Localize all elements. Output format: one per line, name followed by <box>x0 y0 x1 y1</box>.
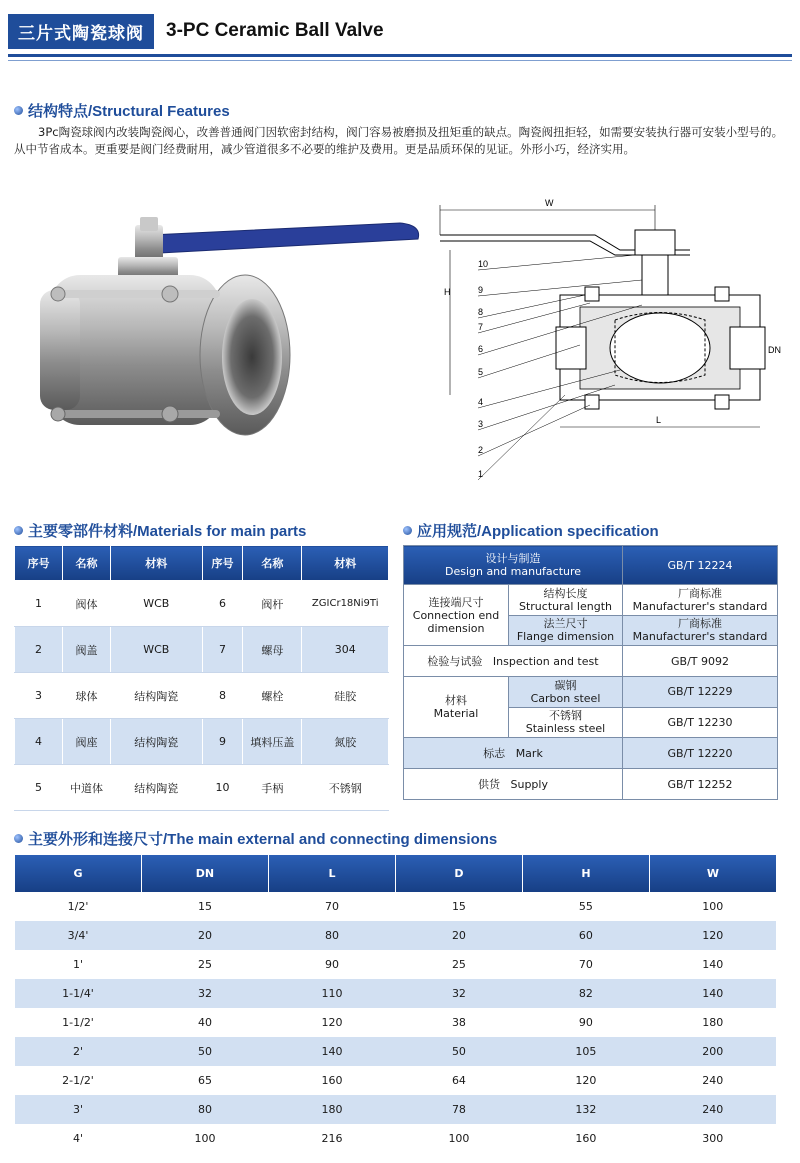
app-mark-std: GB/T 12220 <box>623 738 778 769</box>
mat-col-material: 材料 <box>111 546 203 581</box>
app-stainless-en: Stainless steel <box>525 722 606 736</box>
mat-col-name: 名称 <box>63 546 111 581</box>
cell: 4 <box>15 719 63 765</box>
table-row <box>15 1008 777 1037</box>
dimensions-table <box>14 855 776 1153</box>
cell: 32 <box>395 979 522 1008</box>
app-mark-cn: 标志 <box>483 746 506 760</box>
callout-6: 6 <box>478 344 484 354</box>
cell: 140 <box>649 979 776 1008</box>
cell: 132 <box>522 1095 649 1124</box>
callout-4: 4 <box>478 397 484 407</box>
dimensions-heading-text: 主要外形和连接尺寸/The main external and connecting dimensions <box>28 831 498 848</box>
mat-col-material2: 材料 <box>302 546 389 581</box>
bullet-icon <box>14 834 23 843</box>
app-conn-cell <box>404 585 509 646</box>
app-inspect-en: Inspection and test <box>492 654 599 668</box>
callout-7: 7 <box>478 322 484 332</box>
cell: 64 <box>395 1066 522 1095</box>
app-struct-en: Structural length <box>518 599 612 613</box>
app-design-cell <box>404 546 623 585</box>
table-row <box>15 1095 777 1124</box>
valve-drawing <box>430 195 790 485</box>
application-table <box>403 545 778 800</box>
app-header-row <box>404 546 778 585</box>
cell: 1' <box>15 950 142 979</box>
app-stainless-cn: 不锈钢 <box>549 709 582 723</box>
cell: 结构陶瓷 <box>111 719 203 765</box>
cell: 9 <box>202 719 243 765</box>
cell: 300 <box>649 1124 776 1153</box>
cell: 100 <box>649 892 776 921</box>
app-inspect-cn: 检验与试验 <box>427 654 483 668</box>
cell: 78 <box>395 1095 522 1124</box>
cell: 240 <box>649 1066 776 1095</box>
table-row <box>404 769 778 800</box>
cell: 4' <box>15 1124 142 1153</box>
dim-col-dn: DN <box>141 855 268 892</box>
cell: WCB <box>111 627 203 673</box>
table-row <box>15 1066 777 1095</box>
app-stainless-std: GB/T 12230 <box>623 707 778 738</box>
app-stainless-cell <box>509 707 623 738</box>
callout-8: 8 <box>478 307 484 317</box>
cell: 120 <box>522 1066 649 1095</box>
app-material-cell <box>404 677 509 738</box>
valve-photo <box>30 195 430 480</box>
callout-2: 2 <box>478 445 484 455</box>
cell: 20 <box>395 921 522 950</box>
dim-col-l: L <box>268 855 395 892</box>
cell: 15 <box>141 892 268 921</box>
cell: 90 <box>522 1008 649 1037</box>
title-cn-badge: 三片式陶瓷球阀 <box>8 14 154 49</box>
table-row <box>15 921 777 950</box>
cell: 阀体 <box>63 581 111 627</box>
callout-9: 9 <box>478 285 484 295</box>
cell: 25 <box>141 950 268 979</box>
dim-col-d: D <box>395 855 522 892</box>
app-supply-cell <box>404 769 623 800</box>
table-row <box>15 673 389 719</box>
cell: 3 <box>15 673 63 719</box>
app-carbon-cell <box>509 677 623 708</box>
section-drawing-icon <box>430 195 790 485</box>
header-rule-thin <box>8 60 792 61</box>
cell: 200 <box>649 1037 776 1066</box>
header-rule <box>8 54 792 57</box>
app-struct-std-en: Manufacturer's standard <box>632 599 768 613</box>
app-design-en: Design and manufacture <box>444 565 582 578</box>
app-flange-std-cn: 厂商标准 <box>678 617 722 631</box>
cell: 阀杆 <box>243 581 302 627</box>
cell: 中道体 <box>63 765 111 811</box>
table-row <box>15 892 777 921</box>
dimensions-body <box>15 892 777 1153</box>
table-row <box>404 677 778 708</box>
app-conn-cn: 连接端尺寸 <box>428 595 484 609</box>
cell: 球体 <box>63 673 111 719</box>
structural-text: 3Pc陶瓷球阀内改装陶瓷阀心，改善普通阀门因软密封结构，阀门容易被磨损及扭矩重的缺点。陶瓷阀扭拒轻，如需要安装执行器可安装小型号的。从中节省成本。更重要是阀门经费耐用，减少管道很多不必要的维护及费用。更是品质环保的见证。外形小巧，经济实用。 <box>14 125 784 156</box>
cell: 304 <box>302 627 389 673</box>
cell: 60 <box>522 921 649 950</box>
app-inspect-cell <box>404 646 623 677</box>
cell: 2-1/2' <box>15 1066 142 1095</box>
app-design-cn: 设计与制造 <box>485 552 541 565</box>
app-struct-cn: 结构长度 <box>543 586 588 600</box>
cell: 填料压盖 <box>243 719 302 765</box>
table-row <box>404 738 778 769</box>
label-l: L <box>656 415 662 425</box>
cell: 氮胶 <box>302 719 389 765</box>
cell: 140 <box>268 1037 395 1066</box>
callout-5: 5 <box>478 367 484 377</box>
cell: 3' <box>15 1095 142 1124</box>
bullet-icon <box>14 106 23 115</box>
dim-col-g: G <box>15 855 142 892</box>
app-struct-std-cn: 厂商标准 <box>678 586 722 600</box>
app-carbon-cn: 碳钢 <box>554 678 577 692</box>
label-w: W <box>545 198 554 208</box>
cell: 105 <box>522 1037 649 1066</box>
mat-col-name2: 名称 <box>243 546 302 581</box>
cell: 70 <box>268 892 395 921</box>
dim-col-h: H <box>522 855 649 892</box>
cell: 10 <box>202 765 243 811</box>
cell: 70 <box>522 950 649 979</box>
structural-heading <box>14 100 230 121</box>
cell: 100 <box>395 1124 522 1153</box>
cell: 100 <box>141 1124 268 1153</box>
cell: 不锈钢 <box>302 765 389 811</box>
app-mark-en: Mark <box>515 746 543 760</box>
cell: 180 <box>268 1095 395 1124</box>
app-supply-en: Supply <box>510 777 548 791</box>
cell: 120 <box>268 1008 395 1037</box>
cell: 2' <box>15 1037 142 1066</box>
materials-heading-text: 主要零部件材料/Materials for main parts <box>28 523 307 540</box>
cell: 140 <box>649 950 776 979</box>
cell: 80 <box>268 921 395 950</box>
app-struct-std <box>623 585 778 616</box>
table-row <box>404 585 778 616</box>
valve-photo-icon <box>30 195 430 480</box>
cell: 8 <box>202 673 243 719</box>
cell: 1 <box>15 581 63 627</box>
cell: 120 <box>649 921 776 950</box>
callout-3: 3 <box>478 419 484 429</box>
cell: ZGICr18Ni9Ti <box>302 581 389 627</box>
cell: 240 <box>649 1095 776 1124</box>
cell: 1-1/4' <box>15 979 142 1008</box>
materials-table <box>14 545 389 811</box>
app-flange-cell <box>509 615 623 646</box>
app-carbon-std: GB/T 12229 <box>623 677 778 708</box>
app-carbon-en: Carbon steel <box>530 691 601 705</box>
cell: 20 <box>141 921 268 950</box>
label-h: H <box>444 287 451 297</box>
cell: 15 <box>395 892 522 921</box>
cell: 螺栓 <box>243 673 302 719</box>
app-flange-en: Flange dimension <box>516 630 615 644</box>
cell: 216 <box>268 1124 395 1153</box>
cell: 90 <box>268 950 395 979</box>
cell: 50 <box>141 1037 268 1066</box>
cell: 6 <box>202 581 243 627</box>
table-row <box>404 646 778 677</box>
cell: 螺母 <box>243 627 302 673</box>
app-material-en: Material <box>433 707 479 720</box>
cell: 5 <box>15 765 63 811</box>
bullet-icon <box>14 526 23 535</box>
mat-col-no2: 序号 <box>202 546 243 581</box>
cell: 阀座 <box>63 719 111 765</box>
cell: 110 <box>268 979 395 1008</box>
cell: 160 <box>268 1066 395 1095</box>
app-flange-std <box>623 615 778 646</box>
app-supply-std: GB/T 12252 <box>623 769 778 800</box>
app-supply-cn: 供货 <box>478 777 500 791</box>
dimensions-heading <box>14 828 497 849</box>
cell: 2 <box>15 627 63 673</box>
cell: 1-1/2' <box>15 1008 142 1037</box>
cell: 38 <box>395 1008 522 1037</box>
app-mark-cell <box>404 738 623 769</box>
app-material-cn: 材料 <box>445 694 467 707</box>
materials-header-row <box>15 546 389 581</box>
cell: 50 <box>395 1037 522 1066</box>
cell: 80 <box>141 1095 268 1124</box>
cell: 3/4' <box>15 921 142 950</box>
application-heading <box>403 520 659 541</box>
table-row <box>15 719 389 765</box>
structural-heading-text: 结构特点/Structural Features <box>28 103 230 120</box>
cell: 1/2' <box>15 892 142 921</box>
cell: 55 <box>522 892 649 921</box>
page-header <box>8 14 384 48</box>
callout-10: 10 <box>478 259 489 269</box>
table-row <box>15 1124 777 1153</box>
materials-heading <box>14 520 306 541</box>
table-row <box>15 581 389 627</box>
dimensions-header-row <box>15 855 777 892</box>
cell: 32 <box>141 979 268 1008</box>
app-design-std: GB/T 12224 <box>623 546 778 585</box>
table-row <box>15 1037 777 1066</box>
app-flange-cn: 法兰尺寸 <box>543 617 588 631</box>
app-flange-std-en: Manufacturer's standard <box>632 630 768 644</box>
callout-1: 1 <box>478 469 484 479</box>
mat-col-no: 序号 <box>15 546 63 581</box>
cell: 40 <box>141 1008 268 1037</box>
bullet-icon <box>403 526 412 535</box>
cell: 180 <box>649 1008 776 1037</box>
cell: 65 <box>141 1066 268 1095</box>
dim-col-w: W <box>649 855 776 892</box>
cell: 结构陶瓷 <box>111 765 203 811</box>
cell: 160 <box>522 1124 649 1153</box>
application-heading-text: 应用规范/Application specification <box>417 523 659 540</box>
cell: 硅胶 <box>302 673 389 719</box>
table-row <box>15 765 389 811</box>
table-row <box>15 979 777 1008</box>
cell: 手柄 <box>243 765 302 811</box>
app-inspect-std: GB/T 9092 <box>623 646 778 677</box>
app-struct-cell <box>509 585 623 616</box>
label-dn: DN <box>768 345 781 355</box>
cell: 25 <box>395 950 522 979</box>
cell: 阀盖 <box>63 627 111 673</box>
cell: 82 <box>522 979 649 1008</box>
cell: WCB <box>111 581 203 627</box>
app-conn-en: Connection end dimension <box>412 608 500 635</box>
table-row <box>15 627 389 673</box>
cell: 结构陶瓷 <box>111 673 203 719</box>
page-title: 3-PC Ceramic Ball Valve <box>166 20 384 41</box>
cell: 7 <box>202 627 243 673</box>
table-row <box>15 950 777 979</box>
